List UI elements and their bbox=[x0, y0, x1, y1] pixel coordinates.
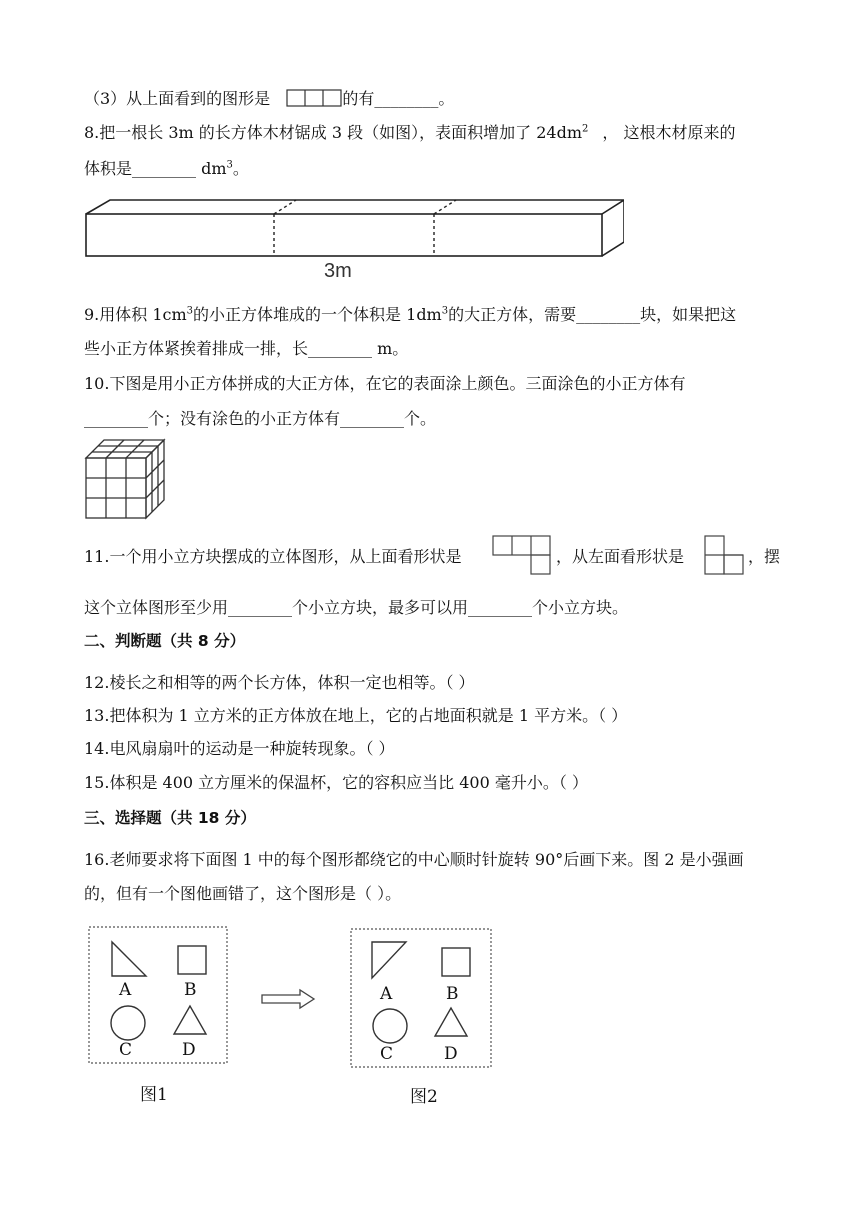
q7-3-line bbox=[84, 88, 454, 110]
fig1-label-b: B bbox=[184, 980, 197, 1000]
q16-line2: 的，但有一个图他画错了，这个图形是（ ）。 bbox=[84, 884, 402, 903]
q9-line2: 些小正方体紧挨着排成一排，长________ m。 bbox=[84, 339, 409, 358]
q11-top-view-figure bbox=[492, 535, 552, 577]
q10-line2: ________个；没有涂色的小正方体有________个。 bbox=[84, 409, 437, 428]
q10-cube-figure bbox=[84, 438, 170, 522]
fig2-label-b: B bbox=[446, 984, 459, 1004]
q11-line2: 这个立体图形至少用________个小立方块，最多可以用________个小立方块。 bbox=[84, 598, 629, 617]
q15-text: 15.体积是 400 立方厘米的保温杯，它的容积应当比 400 毫升小。（ ） bbox=[84, 773, 588, 792]
q7-3-text-before: （3）从上面看到的图形是 bbox=[84, 89, 271, 108]
q12-text: 12.棱长之和相等的两个长方体，体积一定也相等。（ ） bbox=[84, 673, 475, 692]
q16-figure-1 bbox=[88, 926, 228, 1064]
q16-figure-1-caption: 图1 bbox=[140, 1085, 168, 1105]
q7-3-text-after: 的有________。 bbox=[342, 89, 455, 108]
fig1-label-a: A bbox=[119, 980, 132, 1000]
q8-length-label: 3m bbox=[324, 260, 352, 282]
q16-figure-2 bbox=[350, 928, 492, 1068]
q7-3-top-view-figure bbox=[286, 89, 342, 107]
q8-line2: 体积是________ $dm^3$。 bbox=[84, 159, 249, 178]
section-choice-title: 三、选择题（共 18 分） bbox=[84, 809, 256, 827]
q11-left-view-figure bbox=[704, 535, 746, 577]
q16-arrow-icon bbox=[260, 988, 316, 1010]
q16-line1: 16.老师要求将下面图 1 中的每个图形都绕它的中心顺时针旋转 90°后画下来。图 2 是小强画 bbox=[84, 850, 744, 869]
q11-line1-middle: ，从左面看形状是 bbox=[556, 547, 685, 566]
section-judgment-title: 二、判断题（共 8 分） bbox=[84, 632, 246, 650]
q13-text: 13.把体积为 1 立方米的正方体放在地上，它的占地面积就是 1 平方米。（ ） bbox=[84, 706, 628, 725]
fig1-label-c: C bbox=[119, 1040, 133, 1060]
fig2-label-a: A bbox=[380, 984, 393, 1004]
q16-figure-2-caption: 图2 bbox=[410, 1087, 438, 1107]
q8-line1: 8.把一根长 3m 的长方体木材锯成 3 段（如图），表面积增加了 $24dm^2$ ， 这根木材原来的 bbox=[84, 123, 736, 142]
q10-line1: 10.下图是用小正方体拼成的大正方体，在它的表面涂上颜色。三面涂色的小正方体有 bbox=[84, 374, 686, 393]
fig2-label-d: D bbox=[444, 1044, 458, 1064]
q9-line1: 9.用体积 $1cm^3$的小正方体堆成的一个体积是 $1dm^3$的大正方体，需要________块，如果把这 bbox=[84, 305, 737, 324]
fig1-label-d: D bbox=[182, 1040, 196, 1060]
fig2-label-c: C bbox=[380, 1044, 394, 1064]
q11-line1-end: ，摆 bbox=[748, 547, 781, 566]
q14-text: 14.电风扇扇叶的运动是一种旋转现象。（ ） bbox=[84, 739, 395, 758]
q11-line1: 11.一个用小立方块摆成的立体图形，从上面看形状是 bbox=[84, 547, 462, 566]
q8-wood-beam-figure bbox=[84, 196, 624, 284]
